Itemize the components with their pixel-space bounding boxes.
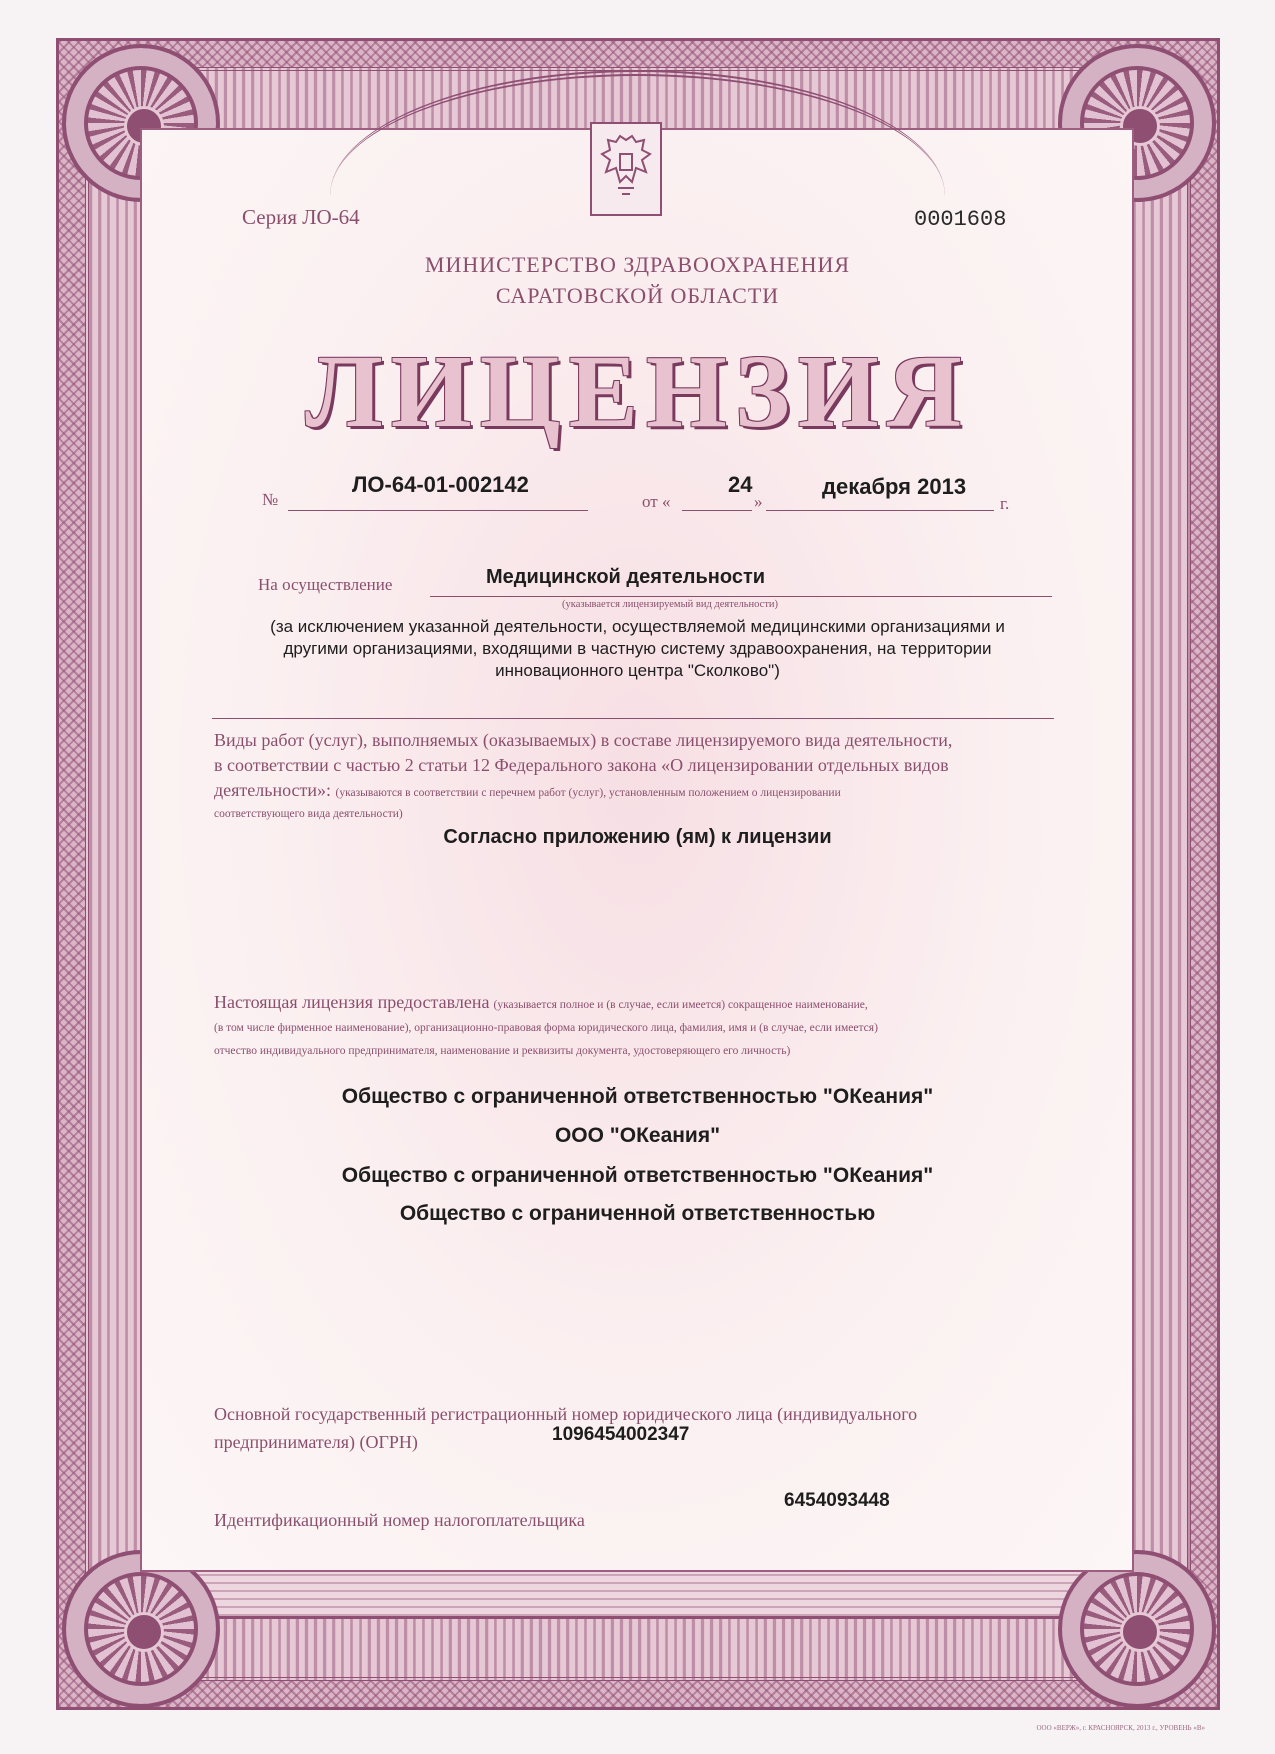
works-line2: в соответствии с частью 2 статьи 12 Федерального закона «О лицензировании отдельных видов	[214, 755, 949, 775]
holder-org-line3: Общество с ограниченной ответственностью "ОКеания"	[341, 1164, 934, 1187]
license-number-value: ЛО-64-01-002142	[352, 472, 529, 497]
holder-org-line1: Общество с ограниченной ответственностью "ОКеания"	[341, 1085, 934, 1108]
holder-hint1: (указывается полное и (в случае, если имеется) сокращенное наименование,	[493, 999, 868, 1011]
printer-imprint: ООО «ВЕРЖ», г. КРАСНОЯРСК, 2013 г., УРОВЕНЬ «В»	[1036, 1724, 1205, 1732]
activity-label: На осуществление	[258, 575, 393, 594]
coat-of-arms-emblem	[590, 122, 662, 216]
form-number: 0001608	[914, 207, 1007, 232]
works-line3-main: деятельности»:	[214, 780, 332, 800]
activity-separator-line	[212, 718, 1054, 719]
year-suffix: г.	[1000, 494, 1010, 513]
works-line4-hint: соответствующего вида деятельности)	[214, 808, 403, 820]
ogrn-label-line1: Основной государственный регистрационный номер юридического лица (индивидуального	[214, 1404, 918, 1424]
license-number-label: №	[262, 490, 279, 509]
ministry-name-line2: САРАТОВСКОЙ ОБЛАСТИ	[495, 283, 780, 308]
activity-note-line1: (за исключением указанной деятельности, осуществляемой медицинскими организациями и	[270, 617, 1005, 636]
ministry-name-line1: МИНИСТЕРСТВО ЗДРАВООХРАНЕНИЯ	[424, 252, 851, 277]
date-day-line	[682, 510, 752, 511]
ogrn-label-line2: предпринимателя) (ОГРН)	[214, 1432, 418, 1452]
works-value: Согласно приложению (ям) к лицензии	[443, 826, 832, 848]
date-month-year-value: декабря 2013	[822, 474, 967, 499]
ogrn-value: 1096454002347	[552, 1424, 690, 1445]
series-label: Серия ЛО-64	[242, 205, 360, 229]
holder-org-line4: Общество с ограниченной ответственностью	[399, 1202, 876, 1225]
works-paragraph	[214, 728, 952, 806]
works-line1: Виды работ (услуг), выполняемых (оказываемых) в составе лицензируемого вида деятельности,	[214, 730, 953, 750]
works-line3-hint: (указываются в соответствии с перечнем работ (услуг), установленным положением о лицензировании	[335, 787, 841, 799]
corner-rosette-bottom-left	[62, 1550, 220, 1708]
date-close-quote: »	[754, 492, 763, 511]
holder-org-line2: ООО "ОКеания"	[554, 1124, 721, 1147]
corner-rosette-bottom-right	[1058, 1550, 1216, 1708]
holder-hint3: отчество индивидуального предпринимателя, наименование и реквизиты документа, удостоверяющего его личность)	[214, 1045, 791, 1057]
inn-label: Идентификационный номер налогоплательщика	[214, 1510, 585, 1530]
activity-note-line2: другими организациями, входящими в частную систему здравоохранения, на территории	[283, 639, 992, 658]
date-month-line	[766, 510, 994, 511]
activity-line	[430, 596, 1052, 597]
activity-note-line3: инновационного центра "Сколково")	[495, 661, 780, 680]
double-headed-eagle-icon	[598, 132, 654, 206]
activity-hint: (указывается лицензируемый вид деятельности)	[562, 599, 779, 610]
date-from-label: от «	[642, 492, 671, 511]
holder-paragraph	[214, 990, 878, 1063]
inn-value: 6454093448	[784, 1490, 890, 1511]
license-number-line	[288, 510, 588, 511]
works-line3	[214, 778, 952, 806]
activity-note	[0, 616, 1275, 682]
holder-hint2: (в том числе фирменное наименование), организационно-правовая форма юридического лица, фамилия, имя и (в случае, если имеется)	[214, 1022, 878, 1034]
activity-value: Медицинской деятельности	[486, 566, 766, 588]
document-title: ЛИЦЕНЗИЯ	[305, 334, 970, 449]
date-day-value: 24	[728, 472, 753, 497]
holder-label: Настоящая лицензия предоставлена	[214, 992, 490, 1012]
